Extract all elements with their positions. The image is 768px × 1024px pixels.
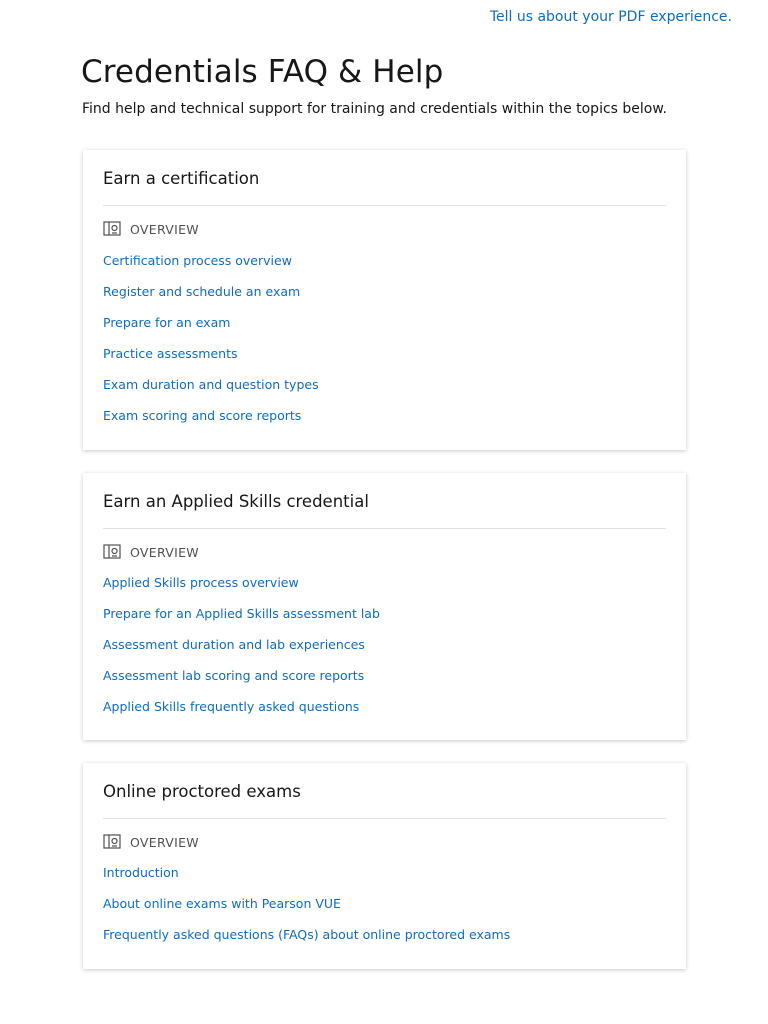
topic-link[interactable]: About online exams with Pearson VUE [103, 896, 341, 911]
list-item [103, 629, 666, 660]
topic-link[interactable]: Assessment duration and lab experiences [103, 637, 365, 652]
card-title: Earn a certification [103, 150, 666, 206]
list-item [103, 276, 666, 307]
overview-book-icon [103, 221, 121, 237]
list-item [103, 598, 666, 629]
list-item [103, 400, 666, 431]
list-item [103, 307, 666, 338]
topic-link[interactable]: Prepare for an exam [103, 315, 231, 330]
list-item [103, 691, 666, 722]
topic-link[interactable]: Applied Skills frequently asked questions [103, 699, 360, 714]
overview-book-icon [103, 834, 121, 850]
overview-section-header [103, 832, 666, 852]
overview-section-header [103, 542, 666, 562]
overview-label: OVERVIEW [130, 834, 199, 850]
topic-link[interactable]: Assessment lab scoring and score reports [103, 668, 365, 683]
topic-link[interactable]: Introduction [103, 865, 179, 880]
card-title: Online proctored exams [103, 763, 666, 819]
topic-link[interactable]: Exam scoring and score reports [103, 408, 302, 423]
card-online-proctored-exams [83, 763, 686, 969]
list-item [103, 919, 666, 950]
list-item [103, 338, 666, 369]
list-item [103, 369, 666, 400]
page-title: Credentials FAQ & Help [81, 54, 444, 90]
overview-link-list [103, 857, 666, 950]
overview-link-list [103, 567, 666, 722]
overview-label: OVERVIEW [130, 544, 199, 560]
list-item [103, 857, 666, 888]
overview-book-icon [103, 544, 121, 560]
topic-link[interactable]: Frequently asked questions (FAQs) about online proctored exams [103, 927, 511, 942]
card-title: Earn an Applied Skills credential [103, 473, 666, 529]
list-item [103, 245, 666, 276]
overview-label: OVERVIEW [130, 221, 199, 237]
list-item [103, 567, 666, 598]
list-item [103, 660, 666, 691]
topic-link[interactable]: Register and schedule an exam [103, 284, 301, 299]
overview-link-list [103, 245, 666, 431]
card-earn-certification [83, 150, 686, 450]
topic-link[interactable]: Applied Skills process overview [103, 575, 299, 590]
card-applied-skills [83, 473, 686, 740]
topic-link[interactable]: Certification process overview [103, 253, 292, 268]
overview-section-header [103, 219, 666, 239]
pdf-feedback-link[interactable]: Tell us about your PDF experience. [489, 9, 732, 25]
topic-link[interactable]: Exam duration and question types [103, 377, 319, 392]
page-description: Find help and technical support for training and credentials within the topics below. [82, 101, 667, 117]
topic-link[interactable]: Practice assessments [103, 346, 238, 361]
list-item [103, 888, 666, 919]
topic-link[interactable]: Prepare for an Applied Skills assessment lab [103, 606, 380, 621]
